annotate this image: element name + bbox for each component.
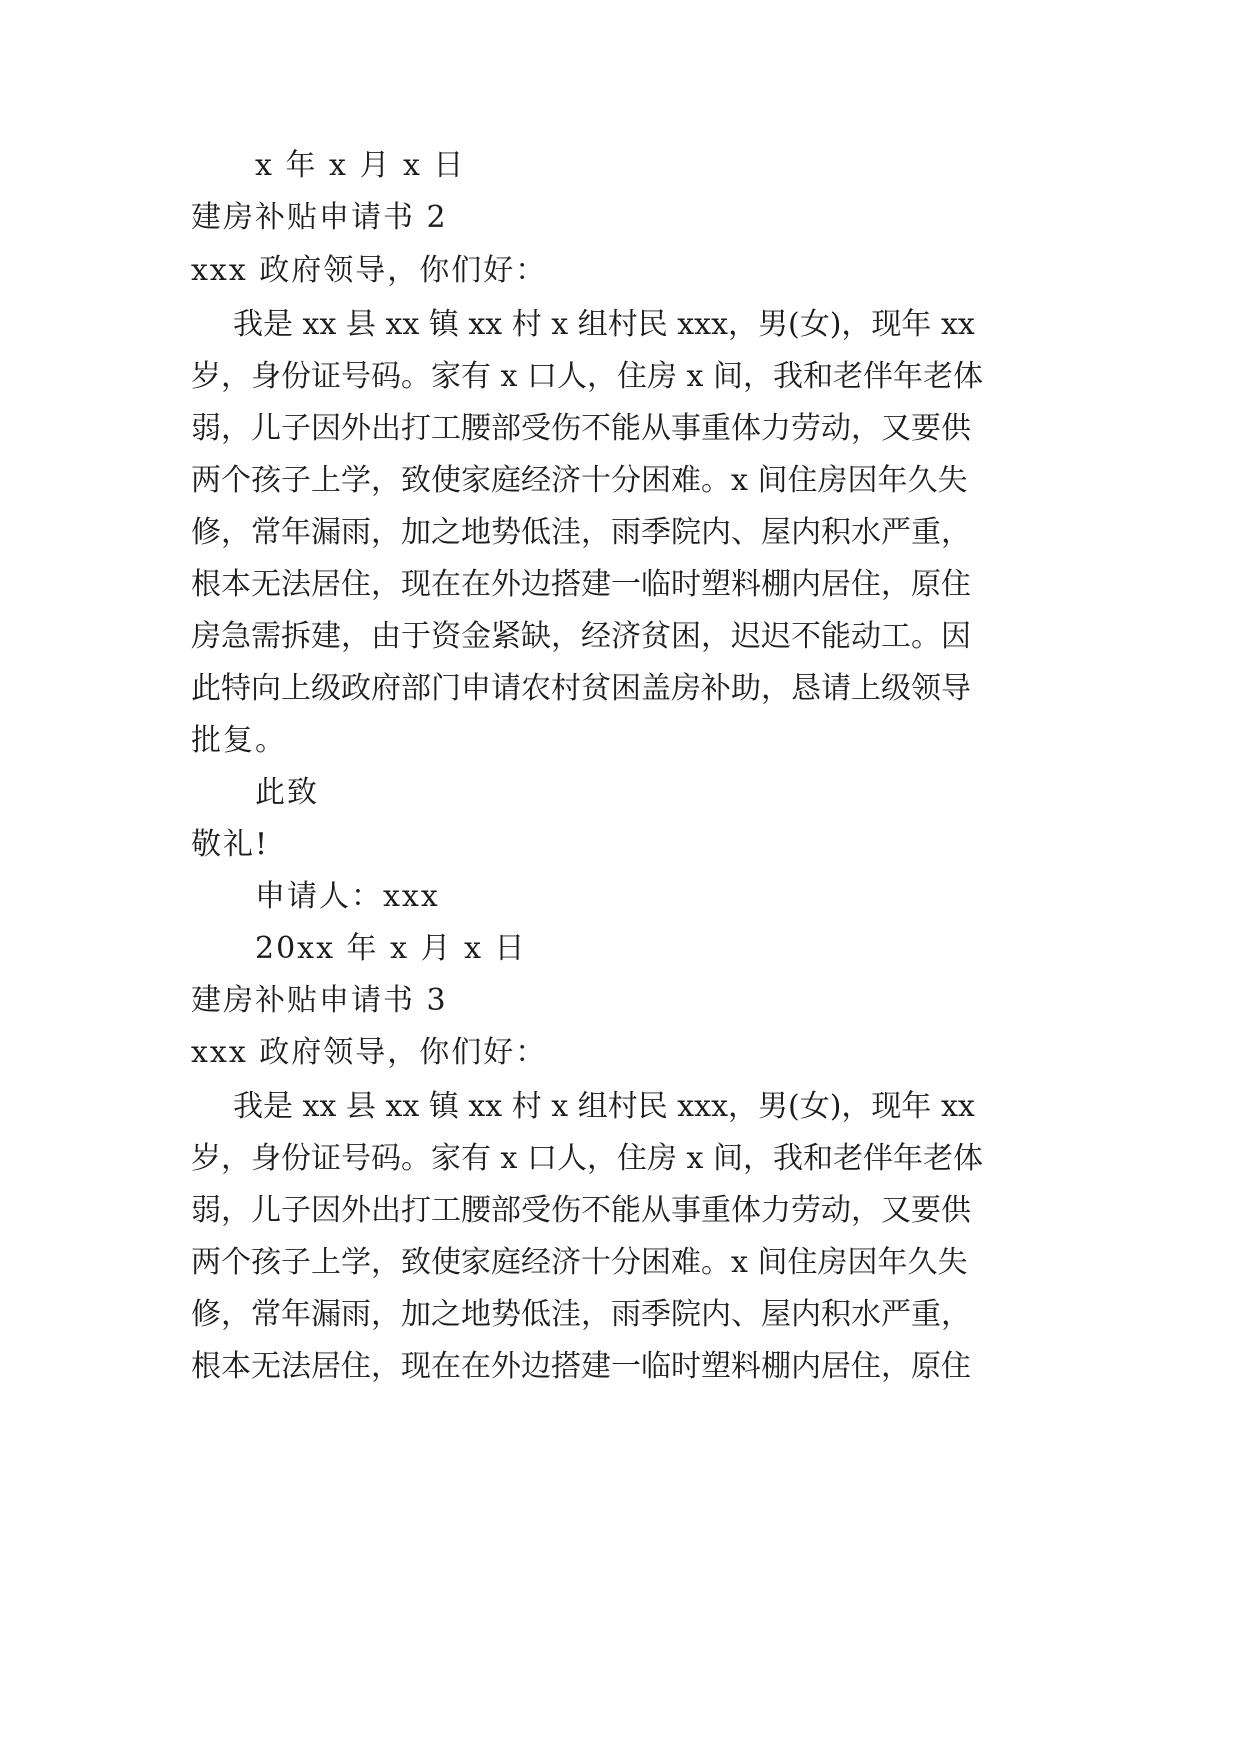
salutation: xxx 政府领导，你们好： (191, 1035, 548, 1070)
section-title: 建房补贴申请书 2 (191, 200, 448, 235)
section-title: 建房补贴申请书 3 (191, 983, 448, 1018)
body-line: 两个孩子上学，致使家庭经济十分困难。x 间住房因年久失 (191, 1245, 968, 1280)
body-line: 修，常年漏雨，加之地势低洼，雨季院内、屋内积水严重， (191, 515, 971, 550)
date-line: x 年 x 月 x 日 (255, 148, 466, 183)
closing-line: 此致 (255, 775, 319, 810)
body-line: 弱，儿子因外出打工腰部受伤不能从事重体力劳动，又要供 (191, 411, 971, 446)
body-line: 我是 xx 县 xx 镇 xx 村 x 组村民 xxx，男(女)，现年 xx (233, 307, 975, 342)
body-line: 弱，儿子因外出打工腰部受伤不能从事重体力劳动，又要供 (191, 1193, 971, 1228)
body-line: 批复。 (191, 723, 287, 758)
closing-line: 敬礼! (191, 827, 270, 862)
date-line: 20xx 年 x 月 x 日 (255, 931, 527, 966)
body-line: 根本无法居住，现在在外边搭建一临时塑料棚内居住，原住 (191, 1349, 971, 1384)
body-line: 岁，身份证号码。家有 x 口人，住房 x 间，我和老伴年老体 (191, 359, 983, 394)
applicant-signature: 申请人：xxx (255, 879, 440, 914)
salutation: xxx 政府领导，你们好： (191, 253, 548, 288)
body-line: 房急需拆建，由于资金紧缺，经济贫困，迟迟不能动工。因 (191, 619, 971, 654)
body-line: 两个孩子上学，致使家庭经济十分困难。x 间住房因年久失 (191, 463, 968, 498)
body-line: 根本无法居住，现在在外边搭建一临时塑料棚内居住，原住 (191, 567, 971, 602)
body-line: 岁，身份证号码。家有 x 口人，住房 x 间，我和老伴年老体 (191, 1141, 983, 1176)
body-line: 此特向上级政府部门申请农村贫困盖房补助，恳请上级领导 (191, 671, 971, 706)
body-line: 修，常年漏雨，加之地势低洼，雨季院内、屋内积水严重， (191, 1297, 971, 1332)
body-line: 我是 xx 县 xx 镇 xx 村 x 组村民 xxx，男(女)，现年 xx (233, 1089, 975, 1124)
